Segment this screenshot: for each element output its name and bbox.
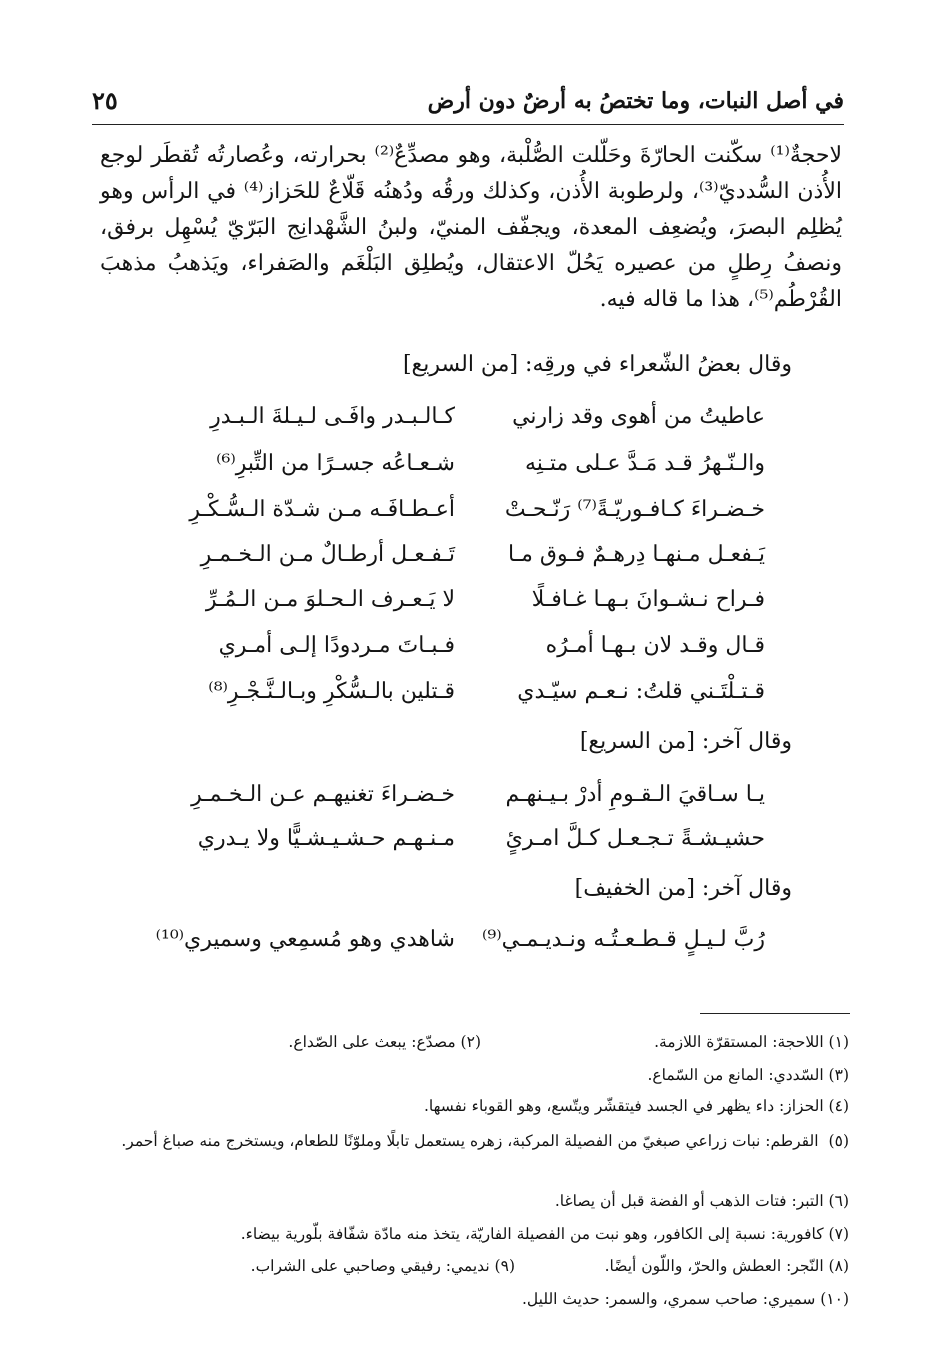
prose-paragraph-block xyxy=(100,138,842,318)
footnote xyxy=(121,1127,849,1155)
poem-intro: وقال آخر: [من السريع] xyxy=(579,729,792,754)
verse-second-hemistich: تَـفـعـل أرطـالٌ مـن الـخـمـرِ xyxy=(200,542,455,567)
verse-first-hemistich: قـال وقـد لان بـهـا أمـرُه xyxy=(545,633,765,658)
verse-first-hemistich: رُبَّ لـيـلٍ قـطـعـتُـه ونـديـمـي⁽⁹⁾ xyxy=(481,927,765,952)
page-number: ٢٥ xyxy=(92,86,118,115)
verse-first-hemistich: عاطيتُ من أهوى وقد زارني xyxy=(512,404,765,429)
footnote: (١٠) سميري: صاحب سمري، والسمر: حديث الليل. xyxy=(521,1290,849,1308)
verse-second-hemistich: كـالـبـدر وافَـى لـيـلةَ الـبـدرِ xyxy=(210,404,455,429)
verse-second-hemistich: لا يَـعـرف الـحـلوَ مـن الـمُـرِّ xyxy=(205,587,455,612)
poem-intro: وقال بعضُ الشّعراء في ورقِه: [من السريع] xyxy=(402,352,792,377)
verse-second-hemistich: مـنـهـم حـشـيـشـيًّا ولا يـدري xyxy=(197,826,455,851)
page-header xyxy=(92,84,844,125)
verse-first-hemistich: يـا سـاقيَ الـقـومِ أدرْ بـيـنهـم xyxy=(505,782,765,807)
prose-paragraph: لاحجةٌ⁽¹⁾ سكّنت الحارّةَ وحَلّلت الصُّلْبة، وهو مصدِّعٌ⁽²⁾ بحرارته، وعُصارتُه تُقطَر لوجع الأُذن السُّدديّ⁽³⁾، ولرطوبة الأُذن، وكذلك ورقُه ودُهنُه قَلّاعٌ للحَزاز⁽⁴⁾ في الرأس وهو يُظلِم البصرَ، ويُضعِف المعدة، ويجفّف المنيّ، ولبنُ الشَّهْدانِج البَرّيّ يُسْهِل برفق، ونصفُ رِطلٍ من عصيره يَحُلّ الاعتقال، ويُطلِق البَلْغَم والصَفراء، ويَذهبُ مذهبَ القُرْطُم⁽⁵⁾، هذا ما قاله فيه. xyxy=(100,143,843,312)
verse-second-hemistich: شـعـاعُه جسـرًا من التِّبرِ⁽⁶⁾ xyxy=(216,451,455,476)
footnote-text: القرطم: نبات زراعي صبغيّ من الفصيلة المركبة، زهره يستعمل تابلًا وملوّنًا للطعام، ويستخرج منه صباغ أحمر. xyxy=(121,1132,819,1150)
footnote: (٧) كافورية: نسبة إلى الكافور، وهو نبت من الفصيلة الفاريّة، يتخذ منه مادّة شفّافة بلّورية بيضاء. xyxy=(240,1225,849,1243)
verse-second-hemistich: خـضـراءَ تغنيهـم عـن الـخـمـرِ xyxy=(191,782,455,807)
footnote: (٣) السّددي: المانع من السّماع. xyxy=(647,1066,849,1084)
running-title: في أصل النبات، وما تختصُ به أرضٌ دون أرض xyxy=(427,88,844,114)
verse-second-hemistich: فـبـاتَ مـردودًا إلـى أمـري xyxy=(218,633,455,658)
verse-first-hemistich: حشيـشـةً تـجـعـل كـلَّ امـرئٍ xyxy=(505,826,765,851)
verse-second-hemistich: شاهدي وهو مُسمِعي وسميري⁽¹⁰⁾ xyxy=(155,927,455,952)
footnote: (٢) مصدّع: يبعث على الصّداع. xyxy=(288,1033,481,1051)
verse-first-hemistich: خـضـراءَ كـافـوريّـةً⁽⁷⁾ رَنّـحـتْ xyxy=(504,497,765,522)
verse-first-hemistich: فـراح نـشـوانَ بـهـا غـافـلًا xyxy=(531,587,765,612)
footnote: (٩) نديمي: رفيقي وصاحبي على الشراب. xyxy=(250,1257,515,1275)
footnote-number: (٥) xyxy=(828,1132,849,1150)
verse-first-hemistich: قـتـلْتَـني قلتُ: نـعـم سيّـدي xyxy=(517,679,765,704)
footnote: (٤) الحزاز: داء يظهر في الجسد فيتقشّر ويتّسع، وهو القوباء نفسها. xyxy=(423,1097,849,1115)
footnote: (٦) التبر: فتات الذهب أو الفضة قبل أن يصاغا. xyxy=(554,1192,849,1210)
footnote-separator xyxy=(700,1013,850,1014)
verse-first-hemistich: يَـفعـل مـنهـا دِرهـمٌ فـوق مـا xyxy=(508,542,765,567)
verse-first-hemistich: والـنّـهرُ قـد مَـدَّ عـلى متـنِه xyxy=(524,451,765,476)
footnote: (٨) النّجر: العطش والحرّ، واللّون أيضًا. xyxy=(604,1257,849,1275)
verse-second-hemistich: أعـطـافَـه مـن شـدّة الـسُّـكْـرِ xyxy=(189,497,455,522)
poem-intro: وقال آخر: [من الخفيف] xyxy=(574,876,792,901)
footnote: (١) اللاحجة: المستقرّة اللازمة. xyxy=(654,1033,849,1051)
verse-second-hemistich: قـتلين بالـسُّكْرِ وبـالـنَّـجْـرِ⁽⁸⁾ xyxy=(208,679,455,704)
